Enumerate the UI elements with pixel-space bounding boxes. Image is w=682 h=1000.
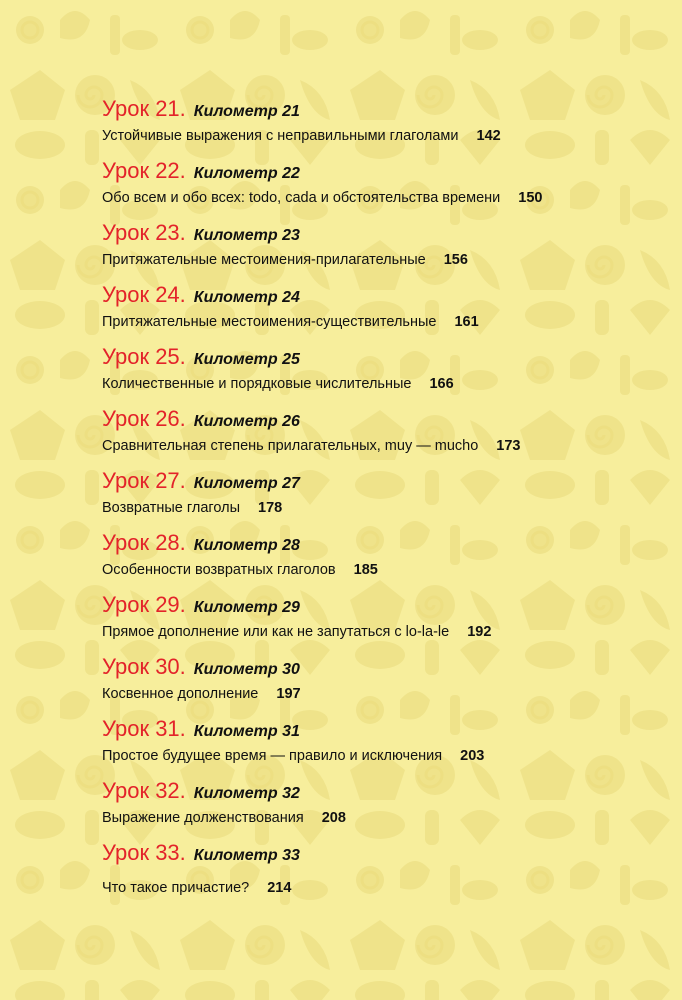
kilometer-label: Километр 26 — [193, 413, 300, 430]
kilometer-label: Километр 23 — [193, 227, 300, 244]
lesson-title: Урок 31. — [102, 716, 186, 741]
lesson-title: Урок 29. — [102, 592, 186, 617]
topic-text: Что такое причастие? — [102, 880, 250, 896]
page-number: 208 — [321, 810, 346, 826]
lesson-title: Урок 30. — [102, 654, 186, 679]
toc-entry-28[interactable] — [102, 530, 662, 592]
toc-entry-25[interactable] — [102, 344, 662, 406]
kilometer-label: Километр 24 — [193, 289, 300, 306]
kilometer-label: Километр 31 — [193, 723, 300, 740]
kilometer-label: Километр 29 — [193, 599, 300, 616]
topic-text: Обо всем и обо всех: todo, cada и обстоятельства времени — [102, 190, 501, 206]
topic-text: Притяжательные местоимения-существительные — [102, 314, 437, 330]
toc-entry-24[interactable] — [102, 282, 662, 344]
lesson-title: Урок 27. — [102, 468, 186, 493]
topic-text: Возвратные глаголы — [102, 500, 240, 516]
lesson-title: Урок 25. — [102, 344, 186, 369]
page-number: 173 — [496, 438, 521, 454]
toc-entry-23[interactable] — [102, 220, 662, 282]
topic-text: Притяжательные местоимения-прилагательные — [102, 252, 426, 268]
toc-entry-22[interactable] — [102, 158, 662, 220]
lesson-title: Урок 24. — [102, 282, 186, 307]
page-number: 156 — [443, 252, 468, 268]
toc-entry-29[interactable] — [102, 592, 662, 654]
toc-entry-31[interactable] — [102, 716, 662, 778]
kilometer-label: Километр 27 — [193, 475, 300, 492]
lesson-title: Урок 21. — [102, 96, 186, 121]
toc-entry-32[interactable] — [102, 778, 662, 840]
page-number: 178 — [258, 500, 283, 516]
topic-text: Косвенное дополнение — [102, 686, 259, 702]
topic-text: Особенности возвратных глаголов — [102, 562, 336, 578]
page-number: 166 — [429, 376, 454, 392]
topic-text: Простое будущее время — правило и исключения — [102, 748, 443, 764]
page-number: 142 — [476, 128, 501, 144]
topic-text: Количественные и порядковые числительные — [102, 376, 412, 392]
topic-text: Прямое дополнение или как не запутаться с lo-la-le — [102, 624, 450, 640]
page-number: 192 — [467, 624, 492, 640]
lesson-title: Урок 32. — [102, 778, 186, 803]
kilometer-label: Километр 21 — [193, 103, 300, 120]
lesson-title: Урок 22. — [102, 158, 186, 183]
toc-entry-26[interactable] — [102, 406, 662, 468]
toc-entry-33[interactable] — [102, 840, 662, 902]
topic-text: Устойчивые выражения с неправильными глаголами — [102, 128, 459, 144]
kilometer-label: Километр 28 — [193, 537, 300, 554]
lesson-title: Урок 28. — [102, 530, 186, 555]
table-of-contents — [102, 96, 662, 902]
page-number: 197 — [276, 686, 301, 702]
page-number: 214 — [267, 880, 292, 896]
page-number: 150 — [518, 190, 543, 206]
toc-entry-27[interactable] — [102, 468, 662, 530]
lesson-title: Урок 33. — [102, 840, 186, 865]
kilometer-label: Километр 32 — [193, 785, 300, 802]
toc-entry-30[interactable] — [102, 654, 662, 716]
page-number: 185 — [353, 562, 378, 578]
lesson-title: Урок 23. — [102, 220, 186, 245]
page-number: 203 — [460, 748, 485, 764]
kilometer-label: Километр 25 — [193, 351, 300, 368]
kilometer-label: Километр 30 — [193, 661, 300, 678]
kilometer-label: Километр 33 — [193, 847, 300, 864]
lesson-title: Урок 26. — [102, 406, 186, 431]
topic-text: Сравнительная степень прилагательных, muy — mucho — [102, 438, 479, 454]
page-number: 161 — [454, 314, 479, 330]
kilometer-label: Километр 22 — [193, 165, 300, 182]
topic-text: Выражение долженствования — [102, 810, 304, 826]
toc-entry-21[interactable] — [102, 96, 662, 158]
